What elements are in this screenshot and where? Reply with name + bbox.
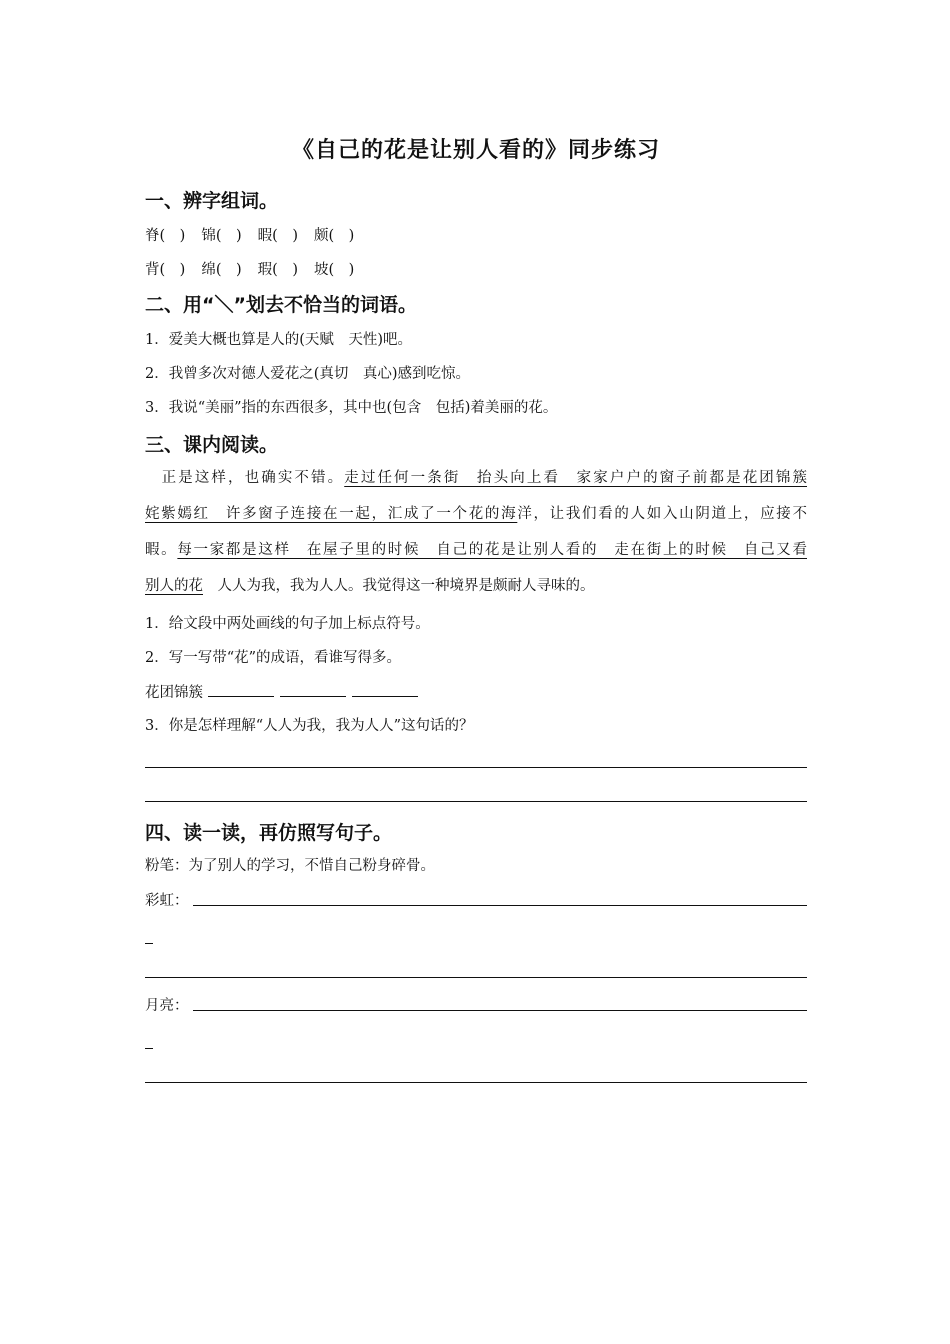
answer-blank[interactable] xyxy=(352,682,418,697)
imitation-label: 彩虹： xyxy=(145,893,189,909)
reading-passage xyxy=(145,460,807,604)
answer-line[interactable] xyxy=(145,977,807,978)
imitation-row-rainbow xyxy=(145,889,807,909)
section4-heading: 四、读一读，再仿照写句子。 xyxy=(145,822,393,844)
answer-line[interactable] xyxy=(145,767,807,768)
answer-blank[interactable] xyxy=(208,682,274,697)
page-title: 《自己的花是让别人看的》同步练习 xyxy=(291,138,660,163)
word-pair: 瑕( ) xyxy=(257,262,298,278)
answer-blank[interactable] xyxy=(280,682,346,697)
idiom-example: 花团锦簇 xyxy=(145,685,203,701)
passage-text: 正是这样，也确实不错。 xyxy=(145,470,345,486)
section2-heading: 二、用“＼”划去不恰当的词语。 xyxy=(145,294,417,316)
idiom-row xyxy=(145,682,424,703)
word-pair: 背( ) xyxy=(145,262,186,278)
answer-line[interactable] xyxy=(193,1010,807,1011)
word-pair: 绵( ) xyxy=(201,262,242,278)
question-item: 2．写一写带“花”的成语，看谁写得多。 xyxy=(145,650,402,666)
answer-line[interactable] xyxy=(193,905,807,906)
word-pair: 颇( ) xyxy=(313,228,355,244)
question-item: 3．你是怎样理解“人人为我，我为人人”这句话的？ xyxy=(145,718,474,734)
word-pair: 锦( ) xyxy=(201,228,242,244)
word-pair: 坡( ) xyxy=(313,262,355,278)
word-row-2 xyxy=(145,260,370,280)
imitation-label: 月亮： xyxy=(145,998,189,1014)
underlined-sentence: 别人的花 xyxy=(145,578,203,594)
section1-heading: 一、辨字组词。 xyxy=(145,190,279,212)
underlined-sentence: 姹紫嫣红 许多窗子连接在一起，汇成了一个花的海 xyxy=(145,506,518,522)
underlined-sentence: 每一家都是这样 在屋子里的时候 自己的花是让别人看的 走在街上的时候 自己又看 xyxy=(177,542,807,558)
passage-text: 洋，让我们看的人如入山阴道上，应接不 xyxy=(517,506,807,522)
imitation-row-moon xyxy=(145,994,807,1014)
line-continuation xyxy=(145,943,153,944)
underlined-sentence: 走过任何一条街 抬头向上看 家家户户的窗子前都是花团锦簇 xyxy=(344,470,808,486)
answer-line[interactable] xyxy=(145,1082,807,1083)
passage-text: 暇。 xyxy=(145,542,178,558)
example-sentence: 粉笔：为了别人的学习，不惜自己粉身碎骨。 xyxy=(145,858,435,874)
answer-line[interactable] xyxy=(145,801,807,802)
word-row-1 xyxy=(145,226,370,246)
question-item: 3．我说“美丽”指的东西很多，其中也(包含 包括)着美丽的花。 xyxy=(145,400,558,416)
section3-heading: 三、课内阅读。 xyxy=(145,434,279,456)
question-item: 2．我曾多次对德人爱花之(真切 真心)感到吃惊。 xyxy=(145,366,471,382)
line-continuation xyxy=(145,1048,153,1049)
question-item: 1．爱美大概也算是人的(天赋 天性)吧。 xyxy=(145,332,413,348)
passage-text: 人人为我，我为人人。我觉得这一种境界是颇耐人寻味的。 xyxy=(203,578,595,594)
word-pair: 暇( ) xyxy=(257,228,298,244)
word-pair: 脊( ) xyxy=(145,228,186,244)
question-item: 1．给文段中两处画线的句子加上标点符号。 xyxy=(145,616,430,632)
